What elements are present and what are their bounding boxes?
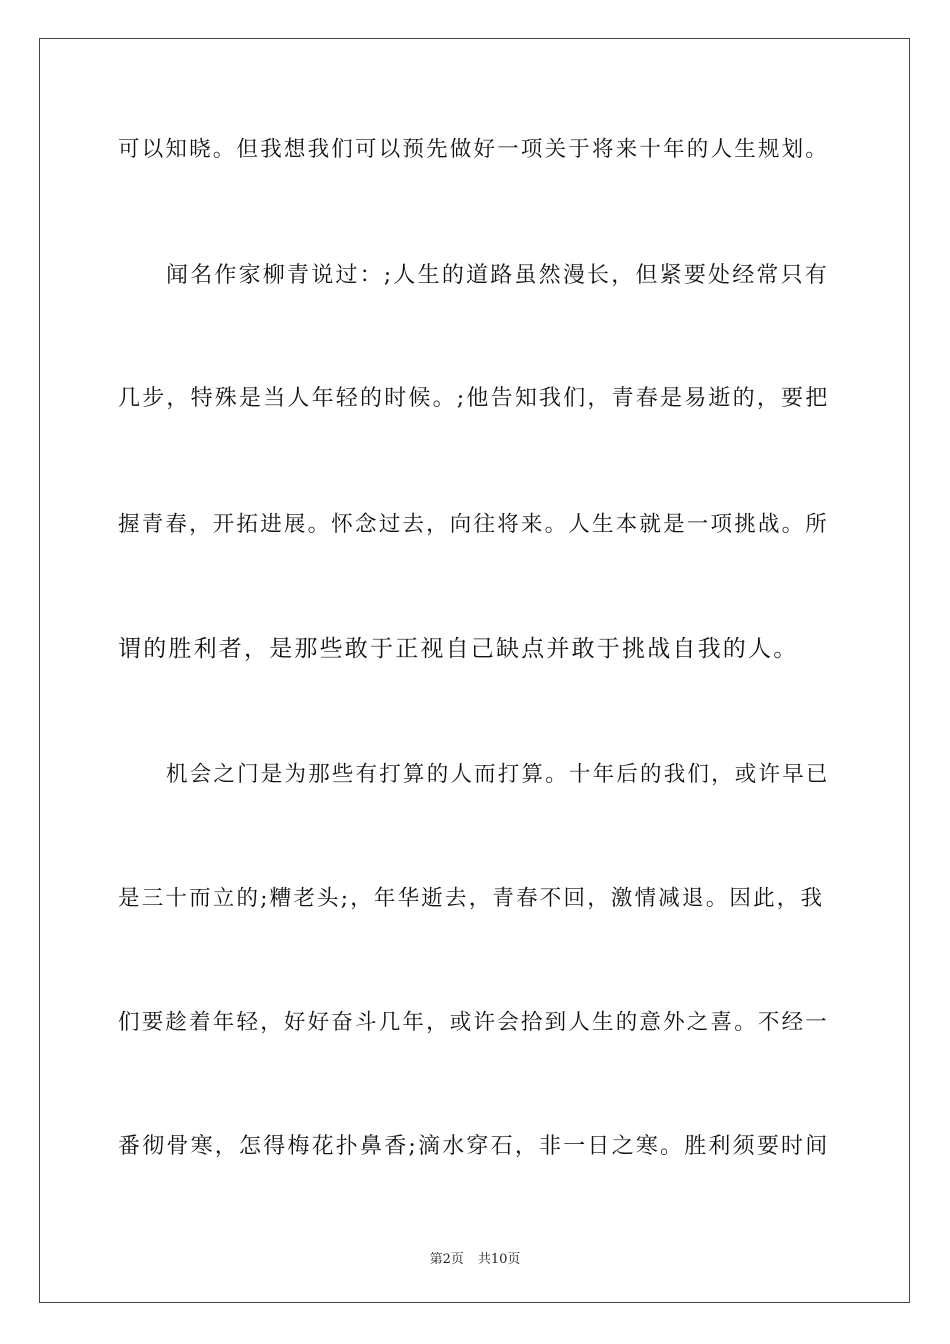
body-text-line: 谓的胜利者，是那些敢于正视自己缺点并敢于挑战自我的人。 — [118, 636, 799, 662]
body-text-line: 握青春，开拓进展。怀念过去，向往将来。人生本就是一项挑战。所 — [118, 512, 830, 537]
body-text-line: 们要趁着年轻，好好奋斗几年，或许会拾到人生的意外之喜。不经一 — [118, 1010, 830, 1035]
body-text-line: 是三十而立的;糟老头;，年华逝去，青春不回，激情减退。因此，我 — [118, 886, 825, 911]
page-total: 共10页 — [477, 1252, 521, 1267]
page-number: 第2页 — [429, 1252, 464, 1267]
body-text-line: 几步，特殊是当人年轻的时候。;他告知我们，青春是易逝的，要把 — [118, 386, 830, 411]
body-text-line: 可以知晓。但我想我们可以预先做好一项关于将来十年的人生规划。 — [118, 137, 830, 162]
page-border — [39, 38, 910, 1303]
body-text-line: 机会之门是为那些有打算的人而打算。十年后的我们，或许早已 — [166, 762, 830, 787]
page-footer — [0, 1248, 950, 1267]
body-text-line: 番彻骨寒，怎得梅花扑鼻香;滴水穿石，非一日之寒。胜利须要时间 — [118, 1134, 830, 1159]
body-text-line: 闻名作家柳青说过：;人生的道路虽然漫长，但紧要处经常只有 — [166, 263, 830, 288]
